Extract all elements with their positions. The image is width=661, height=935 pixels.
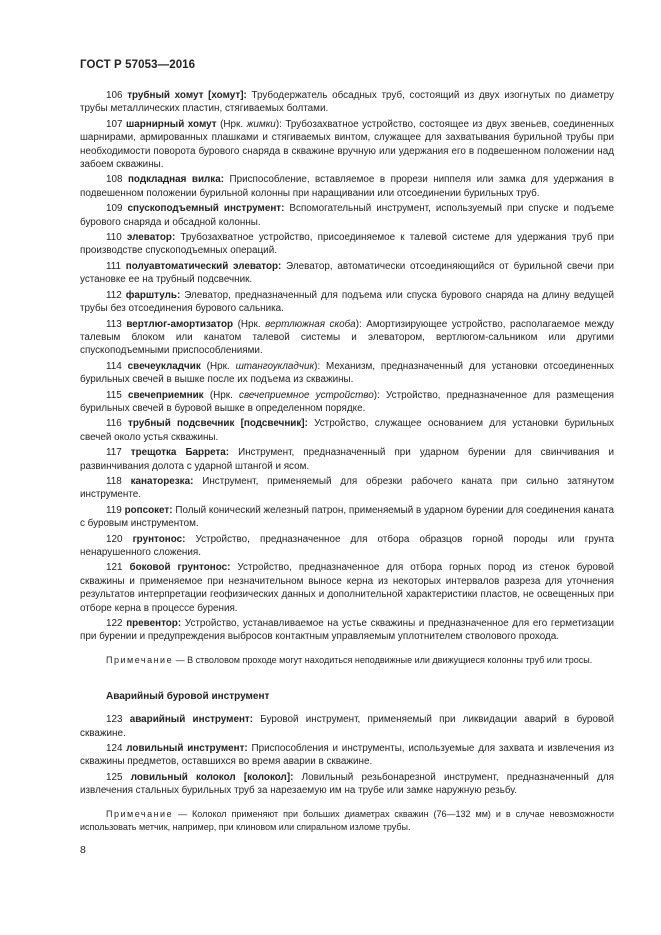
term-entry: 116 трубный подсвечник [подсвечник]: Устройство, служащее основанием для установки бурильных свечей около устья скважины. (80, 418, 614, 443)
term-entry: 106 трубный хомут [хомут]: Трубодержатель обсадных труб, состоящий из двух изогнутых по диаметру трубы металлических пластин, стягиваемых болтами. (80, 90, 614, 115)
entries-list (80, 89, 614, 644)
section-title: Аварийный буровой инструмент (106, 690, 270, 702)
term-entry: 112 фарштуль: Элеватор, предназначенный для подъема или спуска бурового снаряда на длину ведущей трубы без отсоединения бурового сальника. (80, 289, 614, 315)
term-entry: 113 вертлюг-амортизатор (Нрк. вертлюжная скоба): Амортизирующее устройство, располагаемое между талевым блоком или канатом талевой системы и элеватором, вертлюгом-сальником или другими спускоподъемными приспособлениями. (80, 318, 614, 357)
page-number: 8 (80, 844, 86, 856)
term-entry: 123 аварийный инструмент: Буровой инструмент, применяемый при ликвидации аварий в буровой скважине. (80, 714, 615, 739)
term-entry: 125 ловильный колокол [колокол]: Ловильный резьбонарезной инструмент, предназначенный для извлечения стальных бурильных труб за нарезаемую им на трубе или замке наружную резьбу. (80, 771, 614, 797)
entries-list-emergency (80, 713, 614, 797)
term-entry: 118 канаторезка: Инструмент, применяемый для обрезки рабочего каната при сильно затянутом инструменте. (80, 475, 614, 501)
term-entry: 115 свечеприемник (Нрк. свечеприемное устройство): Устройство, предназначенное для размещения бурильных свечей в буровой вышке в определенном порядке. (80, 389, 614, 414)
document-header: ГОСТ Р 57053—2016 (80, 59, 196, 71)
note: Примечание — Колокол применяют при больших диаметрах скважин (76—132 мм) и в случае невозможности использовать метчик, например, при клиновом или спиральном изломе трубы. (80, 808, 614, 832)
term-entry: 119 ропсокет: Полый конический железный патрон, применяемый в ударном бурении для соединения каната с буровым инструментом. (80, 504, 614, 530)
term-entry: 121 боковой грунтонос: Устройство, предназначенное для отбора горных пород из стенок буровой скважины и применяемое при незначительном выносе керна из некоторых интервалов разреза для уточнения результатов интерпретации геофизических данных и дополнительной характеристики пластов, не освещенных при отборе керна в процессе бурения. (80, 562, 614, 614)
term-entry: 117 трещотка Баррета: Инструмент, предназначенный при ударном бурении для свинчивания и развинчивания долота с ударной штангой и ясом. (80, 447, 614, 472)
term-entry: 107 шарнирный хомут (Нрк. жимки): Трубозахватное устройство, состоящее из двух звеньев, соединенных шарнирами, армированных плашками и стягиваемых винтом, служащее для захватывания бурильной трубы при необходимости поворота бурового снаряда в скважине вручную или удержания его в подвешенном положении над забоем скважины. (80, 118, 614, 171)
term-entry: 120 грунтонос: Устройство, предназначенное для отбора образцов горной породы или грунта ненарушенного сложения. (80, 533, 614, 558)
term-entry: 110 элеватор: Трубозахватное устройство, присоединяемое к талевой системе для удержания труб при производстве спускоподъемных операций. (80, 232, 614, 257)
term-entry: 108 подкладная вилка: Приспособление, вставляемое в прорези ниппеля или замка для удержания в подвешенном положении бурильной колонны при наращивании или отсоединении бурильных труб. (80, 174, 614, 199)
term-entry: 111 полуавтоматический элеватор: Элеватор, автоматически отсоединяющийся от бурильной свечи при установке ее на трубный подсвечник. (80, 260, 614, 286)
term-entry: 109 спускоподъемный инструмент: Вспомогательный инструмент, используемый при спуске и подъеме бурового снаряда и обсадной колонны. (80, 203, 614, 228)
term-entry: 122 превентор: Устройство, устанавливаемое на устье скважины и предназначенное для его герметизации при бурении и предупреждения выбросов контактным управляемым уплотнителем стволового прохода. (80, 618, 615, 643)
term-entry: 114 свечеукладчик (Нрк. штангоукладчик): Механизм, предназначенный для установки отсоединенных бурильных свечей в вышке после их подъема из скважины. (80, 360, 614, 386)
term-entry: 124 ловильный инструмент: Приспособления и инструменты, используемые для захвата и извлечения из скважины предметов, оставшихся во время аварии в скважине. (80, 743, 615, 768)
note: Примечание — В стволовом проходе могут находиться неподвижные или движущиеся колонны труб или тросы. (106, 654, 593, 665)
document-body (80, 89, 614, 834)
